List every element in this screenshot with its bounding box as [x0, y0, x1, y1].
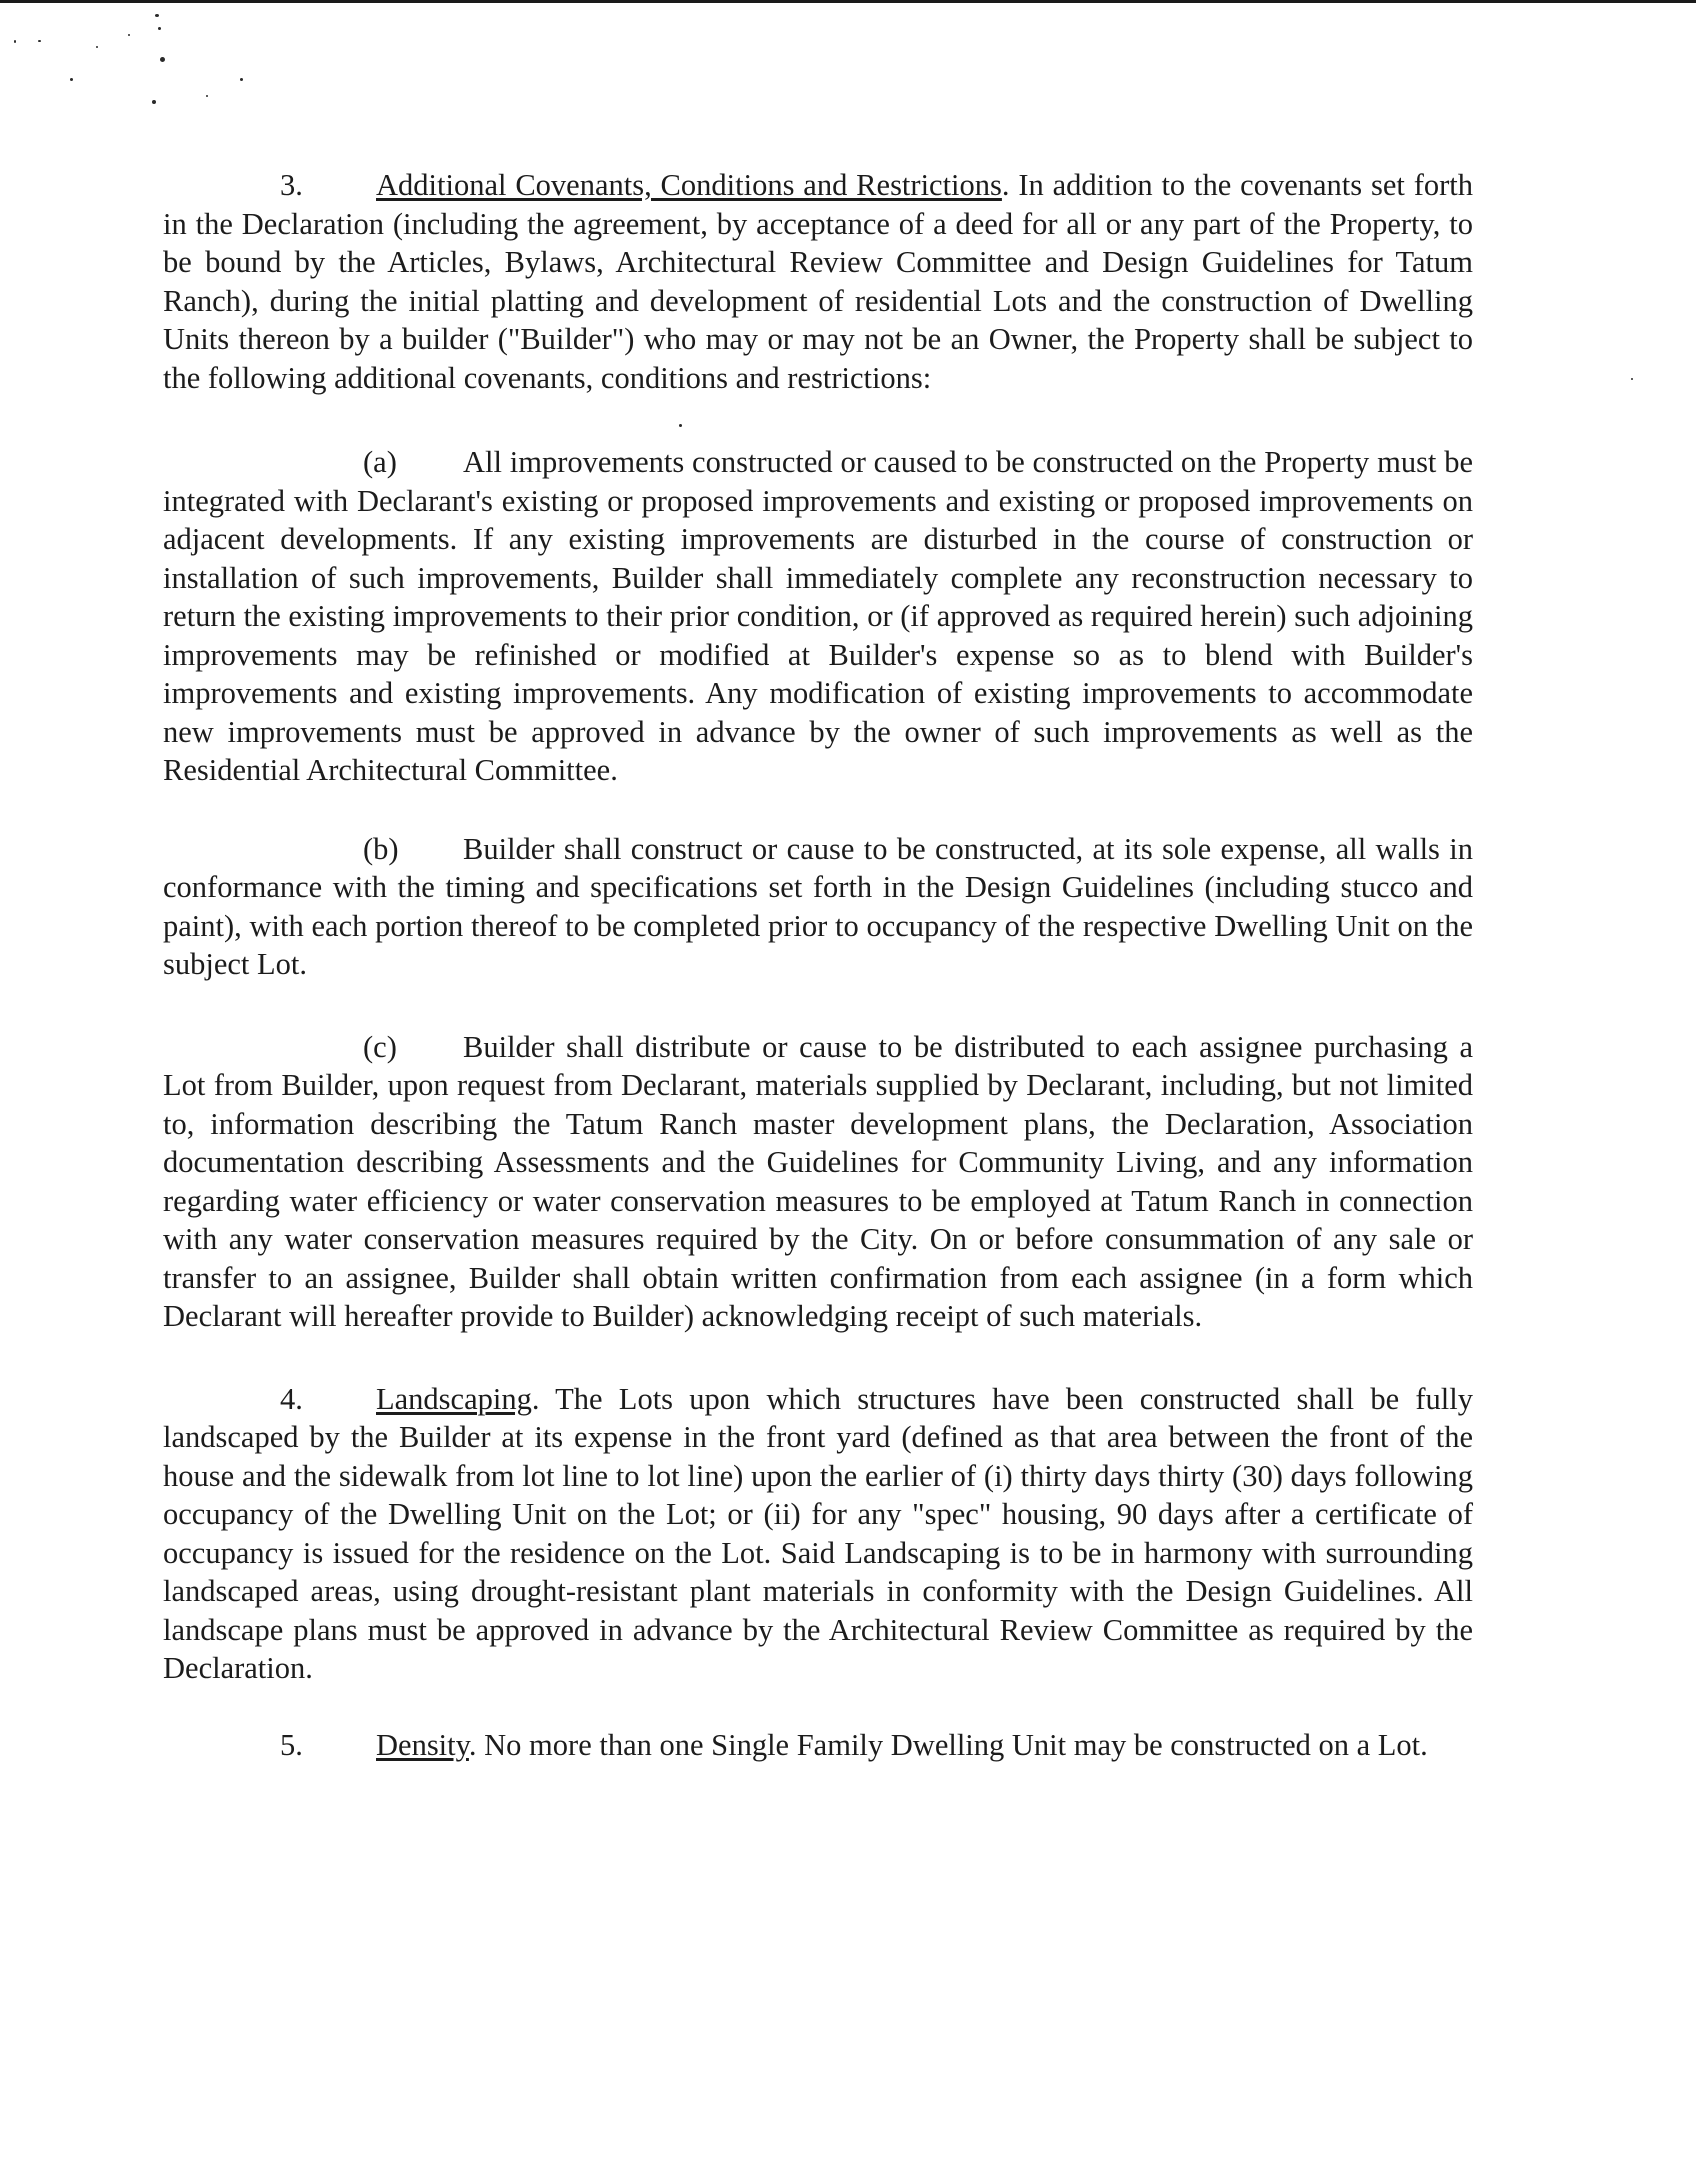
section-3-paragraph	[163, 166, 1473, 397]
scan-speck	[128, 34, 130, 36]
subsection-a-paragraph	[163, 443, 1473, 790]
document-page	[163, 166, 1473, 1764]
section-4-number: 4.	[280, 1381, 303, 1416]
subsection-b-label: (b)	[363, 831, 399, 866]
scan-speck	[1631, 378, 1633, 380]
subsection-a-text: All improvements constructed or caused to be constructed on the Property must be integrated with Declarant's existing or proposed improvements and existing or proposed improvements on adjacent developments. If any existing improvements are disturbed in the course of construction or installation of such improvements, Builder shall immediately complete any reconstruction necessary to return the existing improvements to their prior condition, or (if approved as required herein) such adjoining improvements may be refinished or modified at Builder's expense so as to blend with Builder's improvements and existing improvements. Any modification of existing improvements to accommodate new improvements must be approved in advance by the owner of such improvements as well as the Residential Architectural Committee.	[163, 445, 1473, 787]
scan-speck	[240, 78, 243, 81]
scan-top-edge	[0, 0, 1696, 3]
scan-speck	[155, 14, 159, 17]
section-3-number: 3.	[280, 168, 303, 202]
subsection-b-paragraph	[163, 830, 1473, 984]
scan-speck	[70, 78, 73, 81]
subsection-a-label: (a)	[363, 445, 397, 479]
section-5-text: . No more than one Single Family Dwelling Unit may be constructed on a Lot.	[468, 1727, 1428, 1762]
scan-speck	[38, 40, 41, 42]
subsection-c-label: (c)	[363, 1029, 397, 1064]
subsection-b-text: Builder shall construct or cause to be constructed, at its sole expense, all walls in conformance with the timing and specifications set forth in the Design Guidelines (including stucco and paint), with each portion thereof to be completed prior to occupancy of the respective Dwelling Unit on the subject Lot.	[163, 831, 1473, 981]
section-3-heading: Additional Covenants, Conditions and Restrictions	[376, 168, 1002, 202]
section-5-heading: Density	[376, 1727, 469, 1762]
scan-speck	[158, 27, 161, 30]
scan-speck	[14, 40, 16, 43]
section-4-heading: Landscaping	[376, 1381, 532, 1416]
section-4-text: . The Lots upon which structures have been constructed shall be fully landscaped by the Builder at its expense in the front yard (defined as that area between the front of the house and the sidewalk from lot line to lot line) upon the earlier of (i) thirty days thirty (30) days following occupancy of the Dwelling Unit on the Lot; or (ii) for any "spec" housing, 90 days after a certificate of occupancy is issued for the residence on the Lot. Said Landscaping is to be in harmony with surrounding landscaped areas, using drought-resistant plant materials in conformity with the Design Guidelines. All landscape plans must be approved in advance by the Architectural Review Committee as required by the Declaration.	[163, 1381, 1473, 1685]
scan-speck	[152, 100, 156, 104]
scan-speck	[206, 95, 208, 97]
section-5-number: 5.	[280, 1727, 303, 1762]
section-3-text: . In addition to the covenants set forth in the Declaration (including the agreement, by acceptance of a deed for all or any part of the Property, to be bound by the Articles, Bylaws, Architectural Review Committee and Design Guidelines for Tatum Ranch), during the initial platting and development of residential Lots and the construction of Dwelling Units thereon by a builder ("Builder") who may or may not be an Owner, the Property shall be subject to the following additional covenants, conditions and restrictions:	[163, 168, 1473, 395]
subsection-c-paragraph	[163, 1028, 1473, 1336]
scan-speck	[96, 46, 98, 48]
subsection-c-text: Builder shall distribute or cause to be distributed to each assignee purchasing a Lot from Builder, upon request from Declarant, materials supplied by Declarant, including, but not limited to, information describing the Tatum Ranch master development plans, the Declaration, Association documentation describing Assessments and the Guidelines for Community Living, and any information regarding water efficiency or water conservation measures to be employed at Tatum Ranch in connection with any water conservation measures required by the City. On or before consummation of any sale or transfer to an assignee, Builder shall obtain written confirmation from each assignee (in a form which Declarant will hereafter provide to Builder) acknowledging receipt of such materials.	[163, 1029, 1473, 1333]
section-4-paragraph	[163, 1380, 1473, 1688]
scan-speck	[160, 57, 165, 62]
section-5-paragraph	[163, 1726, 1473, 1765]
